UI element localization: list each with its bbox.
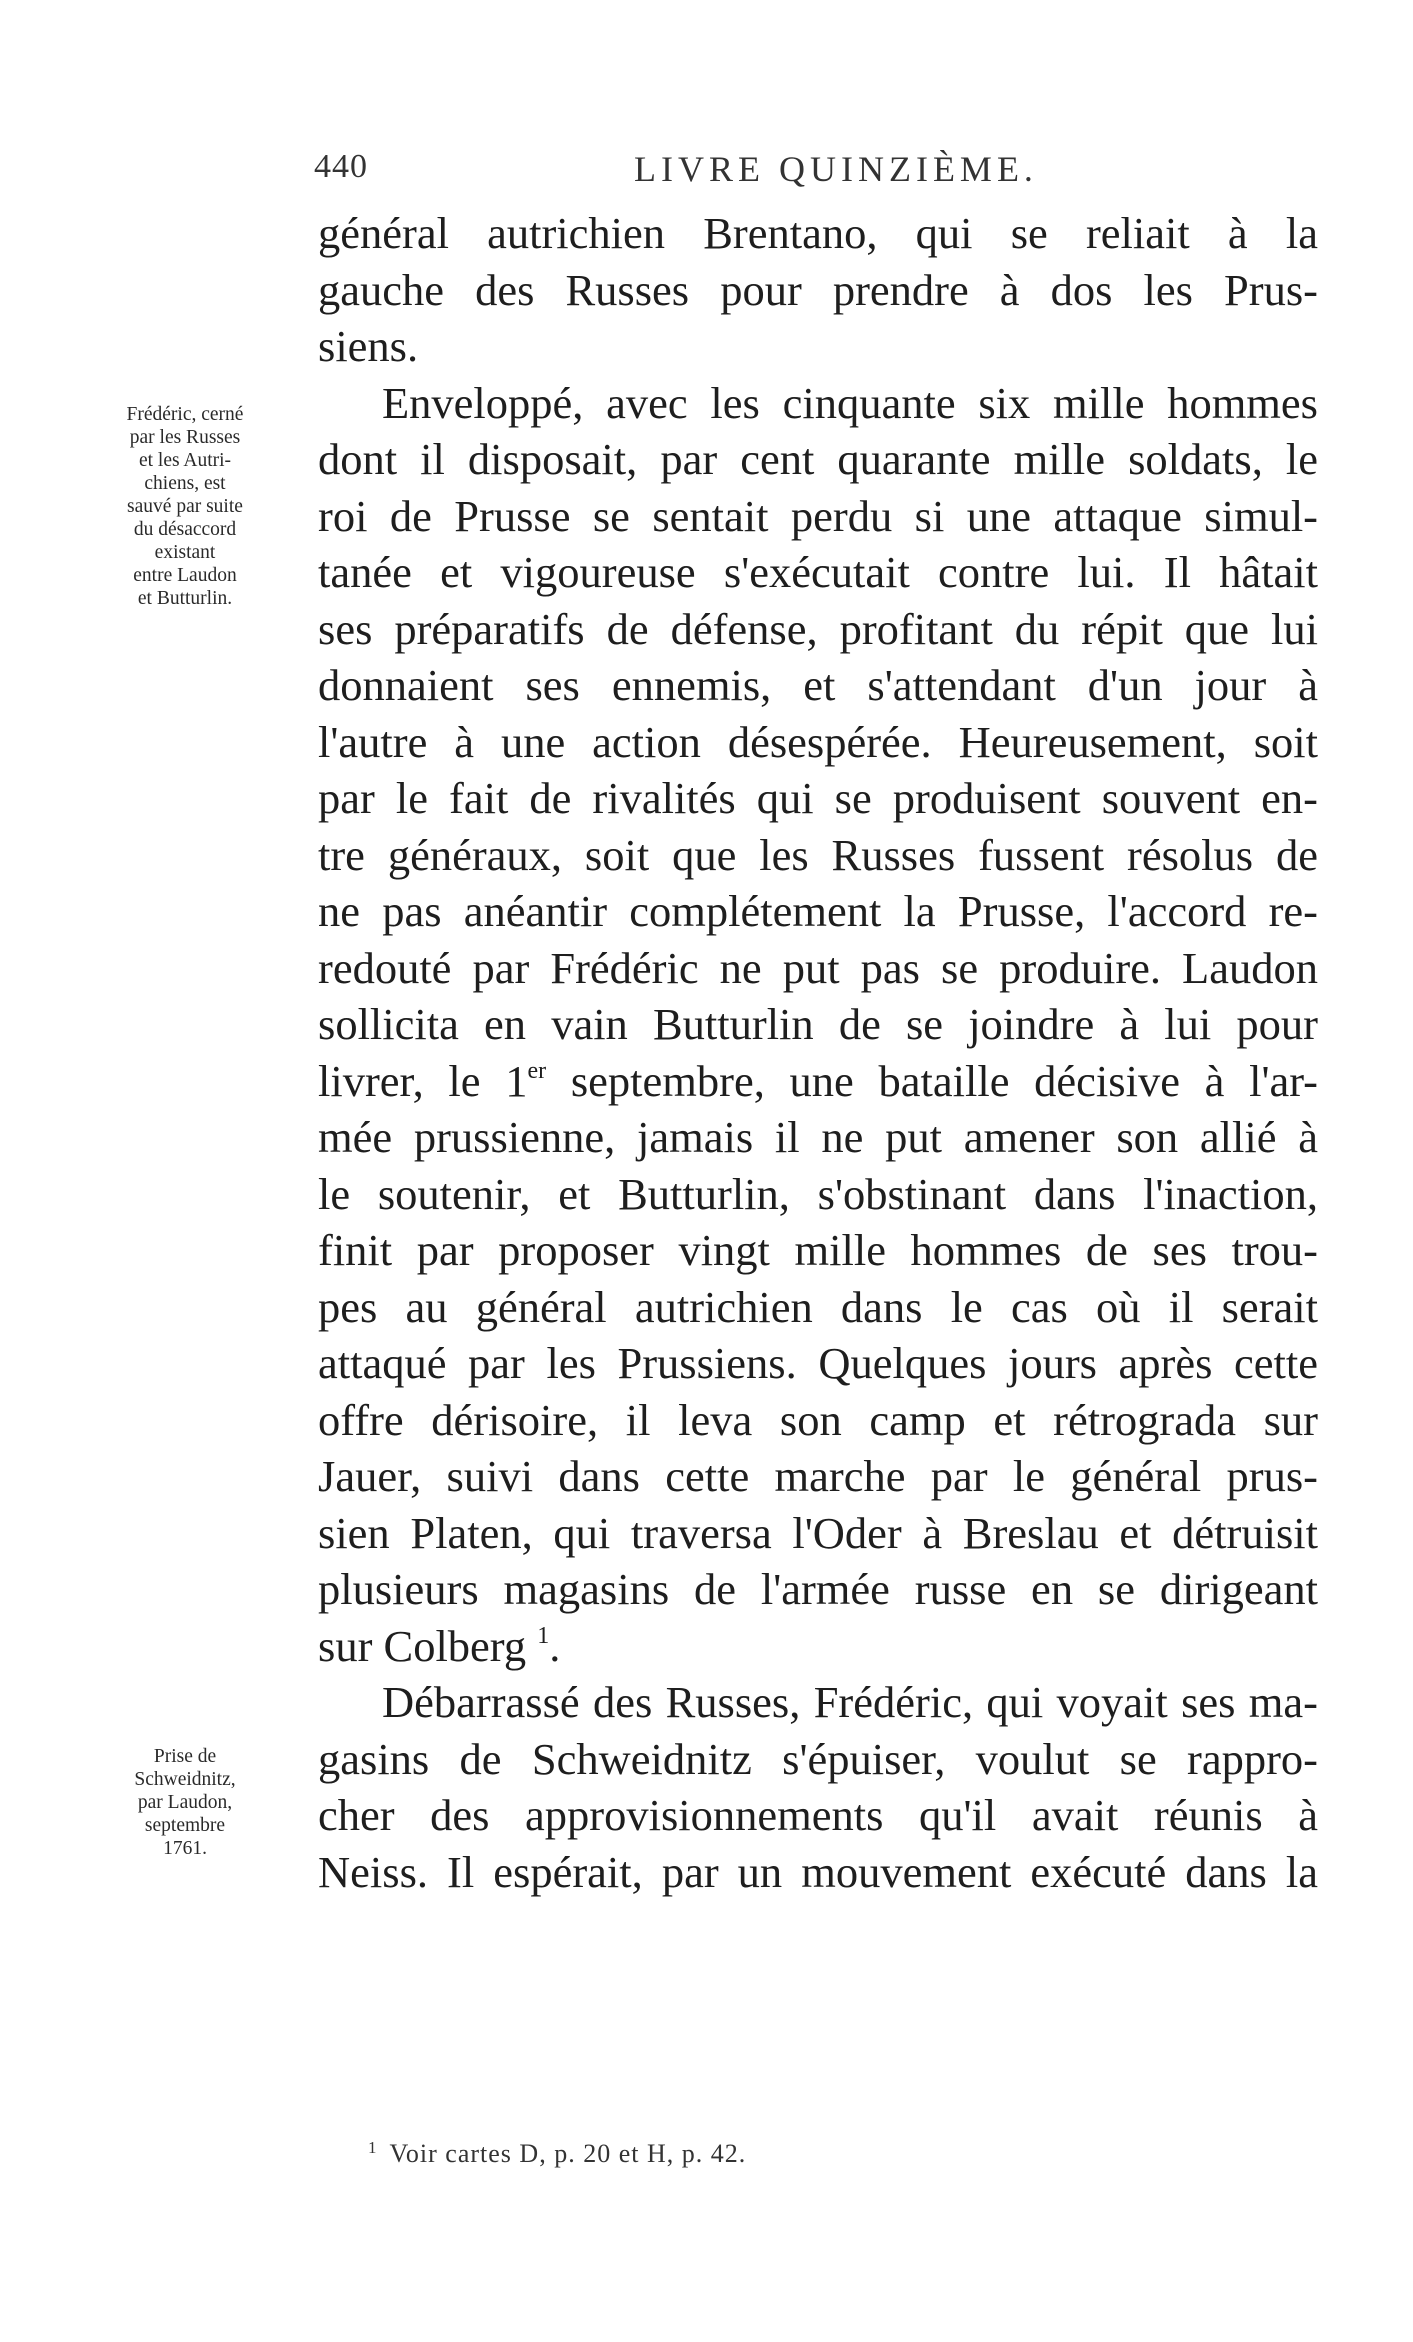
margin-note-line: 1761. [163,1838,207,1859]
footnote-reference[interactable]: 1 [537,1622,550,1649]
page-header [0,148,1413,188]
text-line: le soutenir, et Butturlin, s'obstinant dans l'inaction, [318,1168,1318,1219]
text-line: donnaient ses ennemis, et s'attendant d'un jour à [318,660,1318,710]
margin-note-line: et les Autri- [138,450,232,471]
margin-note-schweidnitz [80,1745,290,1860]
text-line: offre dérisoire, il leva son camp et rétrograda sur [318,1394,1318,1445]
page-number: 440 [314,148,368,185]
margin-note-line: entre Laudon [133,565,237,586]
text-line: ne pas anéantir complétement la Prusse, l'accord re- [318,886,1318,936]
text-line: pes au général autrichien dans le cas où il serait [318,1281,1318,1332]
text-line: par le fait de rivalités qui se produisent souvent en- [318,773,1318,823]
text-line: sollicita en vain Butturlin de se joindre à lui pour [318,999,1318,1049]
margin-note-line: Schweidnitz, [134,1769,236,1790]
text-line: finit par proposer vingt mille hommes de ses trou- [318,1225,1318,1275]
text-line: gasins de Schweidnitz s'épuiser, voulut se rappro- [318,1733,1318,1784]
ordinal-superscript: er [527,1057,547,1084]
margin-note-line: Frédéric, cerné [126,404,244,425]
text-line: roi de Prusse se sentait perdu si une attaque simul- [318,490,1318,541]
text-fragment: . [549,1620,561,1671]
margin-note-line: par Laudon, [137,1792,233,1813]
paragraph-3 [318,1674,1318,1900]
text-line: ses préparatifs de défense, profitant du répit que lui [318,603,1318,654]
text-line: sien Platen, qui traversa l'Oder à Breslau et détruisit [318,1507,1318,1558]
text-fragment: sur Colberg [318,1620,527,1671]
text-fragment: septembre, une bataille décisive à l'ar- [546,1055,1318,1106]
text-line: dont il disposait, par cent quarante mille soldats, le [318,434,1318,484]
body-text [318,205,1318,1900]
margin-note-laudon-butturlin [80,403,290,610]
text-line: tre généraux, soit que les Russes fussent résolus de [318,829,1318,880]
text-line: gauche des Russes pour prendre à dos les Prus- [318,264,1318,315]
paragraph-2 [318,375,1318,1675]
text-line: Enveloppé, avec les cinquante six mille hommes [382,377,1318,428]
running-title: LIVRE QUINZIÈME. [634,149,1038,189]
footnote [368,2138,746,2169]
margin-note-line: Prise de [153,1746,217,1767]
text-line: Jauer, suivi dans cette marche par le général prus- [318,1451,1318,1501]
margin-note-line: et Butturlin. [137,588,233,609]
text-line: l'autre à une action désespérée. Heureusement, soit [318,716,1318,767]
text-line-with-superscript [318,1053,1318,1110]
text-fragment: livrer, le 1 [318,1055,528,1106]
text-line: Débarrassé des Russes, Frédéric, qui voyait ses ma- [382,1677,1318,1727]
text-line: général autrichien Brentano, qui se reliait à la [318,208,1318,258]
margin-note-line: chiens, est [144,473,226,494]
footnote-mark: 1 [368,2138,378,2157]
text-line: attaqué par les Prussiens. Quelques jours après cette [318,1338,1318,1388]
footnote-text: Voir cartes D, p. 20 et H, p. 42. [389,2139,747,2168]
text-line: plusieurs magasins de l'armée russe en se dirigeant [318,1564,1318,1614]
text-line: siens. [318,321,419,371]
margin-note-line: septembre [144,1815,226,1836]
text-line: redouté par Frédéric ne put pas se produire. Laudon [318,942,1318,993]
text-line: tanée et vigoureuse s'exécutait contre lui. Il hâtait [318,547,1318,597]
margin-note-line: sauvé par suite [127,496,243,517]
text-line: mée prussienne, jamais il ne put amener son allié à [318,1112,1318,1162]
text-line-with-footnote-ref [318,1618,1318,1675]
text-line: cher des approvisionnements qu'il avait réunis à [318,1790,1318,1840]
paragraph-1 [318,205,1318,375]
margin-note-line: du désaccord [133,519,237,540]
margin-note-line: existant [154,542,216,563]
text-line: Neiss. Il espérait, par un mouvement exécuté dans la [318,1846,1318,1897]
margin-note-line: par les Russes [129,427,241,448]
